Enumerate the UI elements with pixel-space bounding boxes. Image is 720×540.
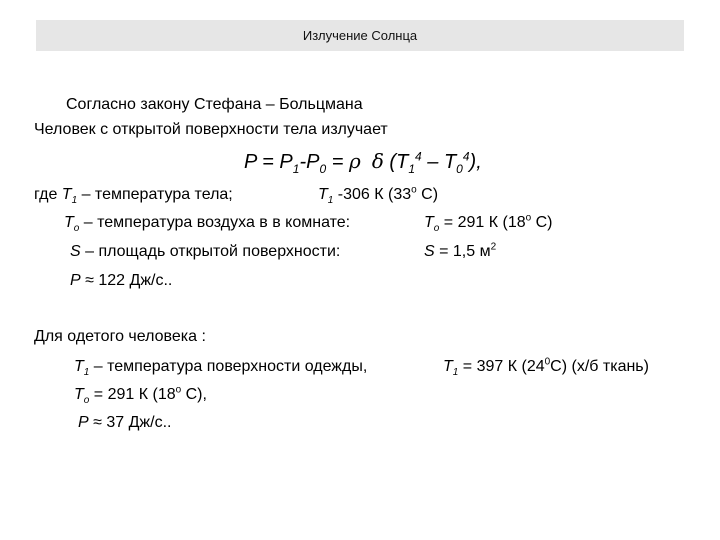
- t0-value-symbol: T: [424, 214, 434, 231]
- p-dressed-value: ≈ 37 Дж/с..: [88, 414, 172, 431]
- t0-symbol: T: [64, 214, 74, 231]
- formula-p: P: [244, 151, 257, 173]
- s-description: – площадь открытой поверхности:: [80, 243, 341, 260]
- s-value: [424, 242, 496, 262]
- formula-close: ),: [469, 151, 482, 173]
- dressed-t0-symbol: T: [74, 386, 84, 403]
- p-dressed-result: [78, 413, 171, 433]
- t0-value-sub: о: [433, 223, 440, 235]
- formula-t1-sup: 4: [415, 149, 422, 164]
- t1-value-sub: 1: [327, 195, 334, 207]
- formula-dash: –: [421, 151, 444, 173]
- slide-title-bar: [36, 20, 684, 51]
- dressed-t1-value-symbol: T: [443, 358, 453, 375]
- s-value-text: = 1,5 м: [434, 243, 491, 260]
- p-dressed-symbol: P: [78, 414, 89, 431]
- rho-symbol: ρ: [348, 149, 361, 173]
- dressed-t1-description: – температура поверхности одежды,: [89, 358, 368, 375]
- formula-p1-sub: 1: [292, 162, 300, 176]
- formula-eq1: =: [256, 151, 280, 173]
- dressed-t1-sub: 1: [83, 367, 90, 379]
- t0-value: [424, 213, 553, 233]
- dressed-t1-symbol: T: [74, 358, 84, 375]
- s-symbol: S: [70, 243, 81, 260]
- t1-sub: 1: [71, 195, 78, 207]
- formula-t0: T: [443, 151, 457, 173]
- p-nude-result: [70, 271, 172, 291]
- intro-line-1: Согласно закону Стефана – Больцмана: [66, 96, 363, 113]
- formula-t0-sub: 0: [456, 162, 463, 176]
- dressed-t1-definition: [74, 357, 367, 377]
- s-value-sup: 2: [490, 241, 497, 253]
- t1-value-symbol: T: [318, 186, 328, 203]
- formula-t0-sup: 4: [462, 149, 470, 164]
- formula-p0: P: [306, 151, 320, 173]
- formula-open: (: [383, 151, 397, 173]
- where-word: где: [34, 186, 62, 203]
- t1-value-degree: о: [411, 184, 417, 196]
- s-definition: [70, 242, 340, 262]
- t1-symbol: T: [61, 186, 72, 203]
- formula-p0-sub: 0: [319, 162, 327, 176]
- formula-minus: -: [299, 151, 307, 173]
- dressed-t1-value-text: = 397 К (24: [458, 358, 545, 375]
- dressed-heading: Для одетого человека :: [34, 328, 206, 345]
- t0-value-degree: о: [525, 212, 532, 224]
- t1-description: – температура тела;: [77, 186, 233, 203]
- dressed-t0-sub: о: [83, 395, 90, 407]
- p-nude-value: ≈ 122 Дж/с..: [80, 272, 173, 289]
- formula-p1: P: [279, 151, 293, 173]
- dressed-t0-value: [74, 385, 207, 405]
- t1-value: [318, 185, 438, 205]
- formula-eq2: =: [326, 151, 349, 173]
- t0-value-text: = 291 К (18: [439, 214, 526, 231]
- stefan-boltzmann-formula: [244, 149, 482, 176]
- delta-symbol: δ: [371, 149, 384, 173]
- t0-value-unit: С): [531, 214, 553, 231]
- dressed-t1-value-sub: 1: [452, 367, 459, 379]
- t0-sub: о: [73, 223, 80, 235]
- t0-definition: [64, 213, 350, 233]
- formula-t1-sub: 1: [408, 162, 415, 176]
- t1-definition: [34, 185, 233, 205]
- dressed-t0-value-text: = 291 К (18: [89, 386, 176, 403]
- intro-line-2: Человек с открытой поверхности тела излучает: [34, 121, 388, 138]
- dressed-t1-value-degree: 0: [544, 356, 551, 368]
- s-value-symbol: S: [424, 243, 435, 260]
- dressed-t0-unit: С),: [181, 386, 207, 403]
- dressed-t0-degree: о: [175, 384, 182, 396]
- dressed-t1-value: [443, 357, 649, 377]
- t1-value-text: -306 К (33: [333, 186, 412, 203]
- formula-t1: T: [396, 151, 409, 173]
- dressed-t1-value-unit: С) (х/б ткань): [550, 358, 649, 375]
- slide-title: Излучение Солнца: [302, 28, 418, 43]
- p-nude-symbol: P: [70, 272, 81, 289]
- t0-description: – температура воздуха в в комнате:: [79, 214, 351, 231]
- t1-value-unit: С): [416, 186, 439, 203]
